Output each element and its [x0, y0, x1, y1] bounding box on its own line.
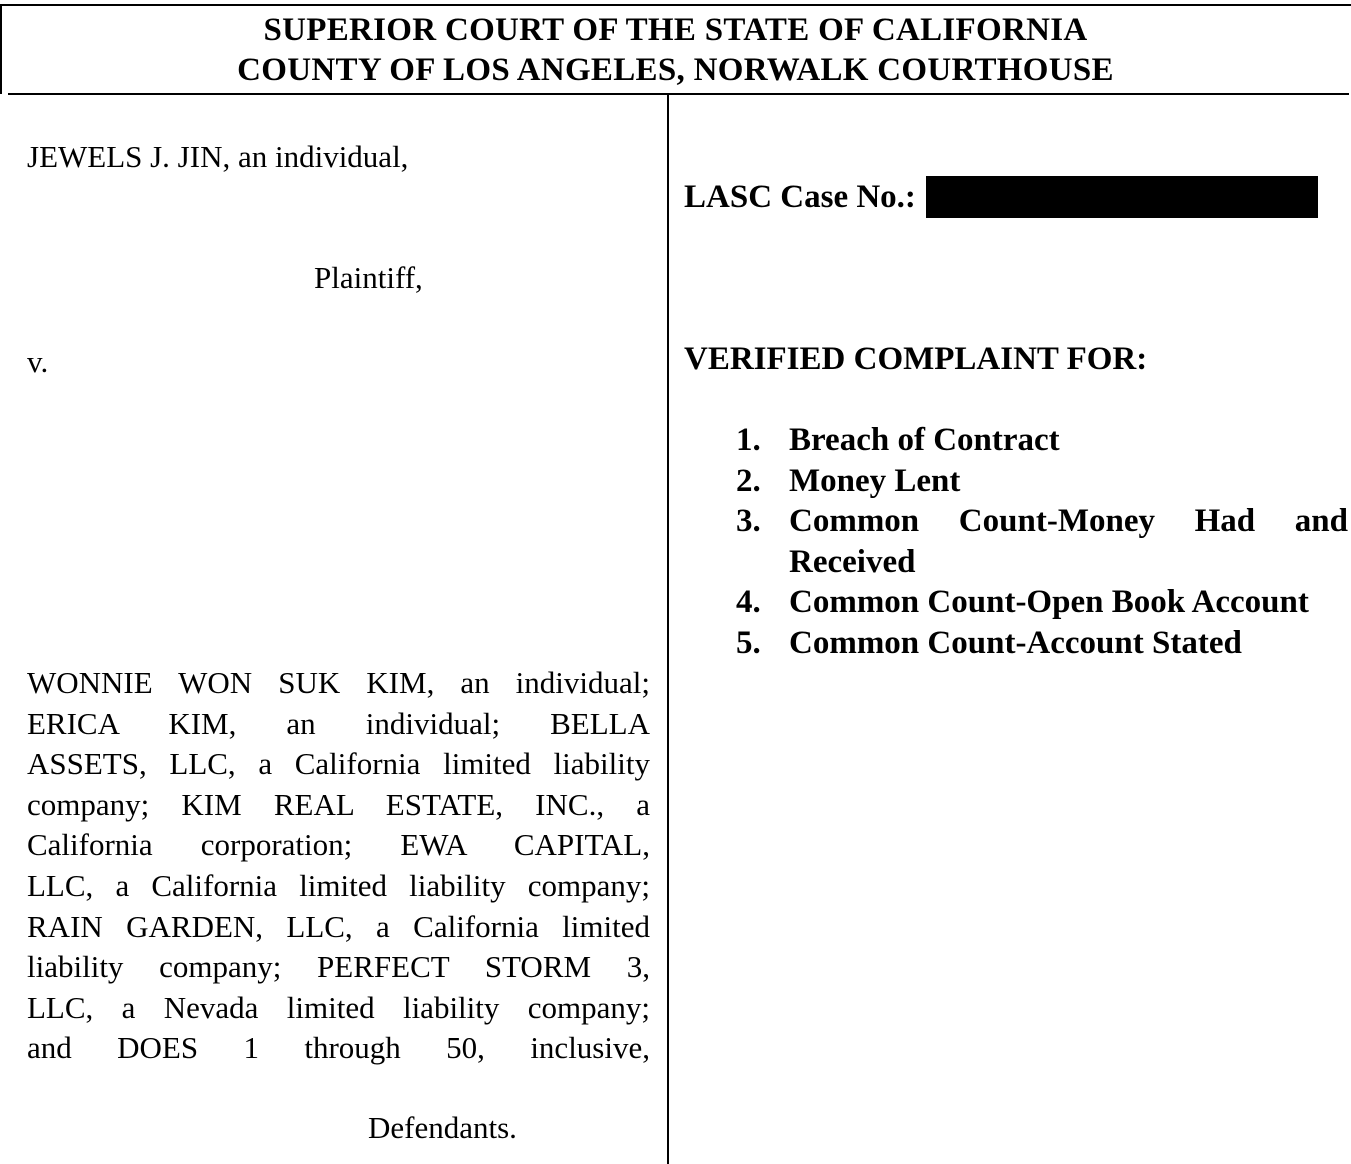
list-item [736, 420, 1348, 461]
complaint-title: VERIFIED COMPLAINT FOR: [684, 341, 1148, 377]
claim-text: Common Count-Open Book Account [789, 584, 1309, 620]
court-name-line: SUPERIOR COURT OF THE STATE OF CALIFORNIA [263, 12, 1088, 48]
claim-text-line: Common Count-Money Had and [789, 503, 1348, 539]
claim-text: Breach of Contract [789, 422, 1060, 458]
header-divider-rule [8, 93, 1349, 95]
case-number-label: LASC Case No.: [684, 179, 916, 215]
caption-column-divider [667, 95, 669, 1164]
claim-number: 3. [736, 503, 761, 539]
defendants-line: California corporation; EWA CAPITAL, [27, 827, 650, 863]
causes-of-action-list [736, 420, 1348, 663]
claim-text: Money Lent [789, 462, 961, 499]
list-item [736, 501, 1348, 582]
claim-text [789, 501, 1348, 582]
defendants-line: WONNIE WON SUK KIM, an individual; [27, 665, 650, 700]
redacted-case-number [926, 176, 1318, 218]
defendants-designation: Defendants. [368, 1110, 517, 1145]
defendants-line: RAIN GARDEN, LLC, a California limited [27, 908, 650, 944]
court-location-line: COUNTY OF LOS ANGELES, NORWALK COURTHOUSE [237, 52, 1114, 88]
list-item [736, 582, 1348, 623]
top-border-rule [0, 4, 1351, 6]
defendants-line: ASSETS, LLC, a California limited liability [27, 746, 650, 782]
defendants-line: and DOES 1 through 50, inclusive, [27, 1030, 650, 1066]
claim-text-line: Received [789, 543, 916, 580]
defendants-line: LLC, a California limited liability company; [27, 867, 650, 903]
plaintiff-designation: Plaintiff, [314, 260, 423, 295]
defendants-line: LLC, a Nevada limited liability company; [27, 989, 650, 1025]
claim-number: 1. [736, 422, 761, 458]
claim-number: 5. [736, 624, 761, 661]
plaintiff-name: JEWELS J. JIN, an individual, [27, 139, 409, 174]
defendants-line: liability company; PERFECT STORM 3, [27, 949, 650, 985]
versus-label: v. [27, 344, 49, 379]
list-item [736, 623, 1348, 664]
court-header [0, 10, 1351, 90]
case-number-row [684, 176, 1318, 218]
claim-number: 4. [736, 584, 761, 620]
defendants-line: company; KIM REAL ESTATE, INC., a [27, 786, 650, 822]
defendants-list [27, 663, 650, 1069]
claim-text: Common Count-Account Stated [789, 624, 1242, 661]
defendants-line: ERICA KIM, an individual; BELLA [27, 705, 650, 741]
claim-number: 2. [736, 462, 761, 499]
list-item [736, 461, 1348, 502]
